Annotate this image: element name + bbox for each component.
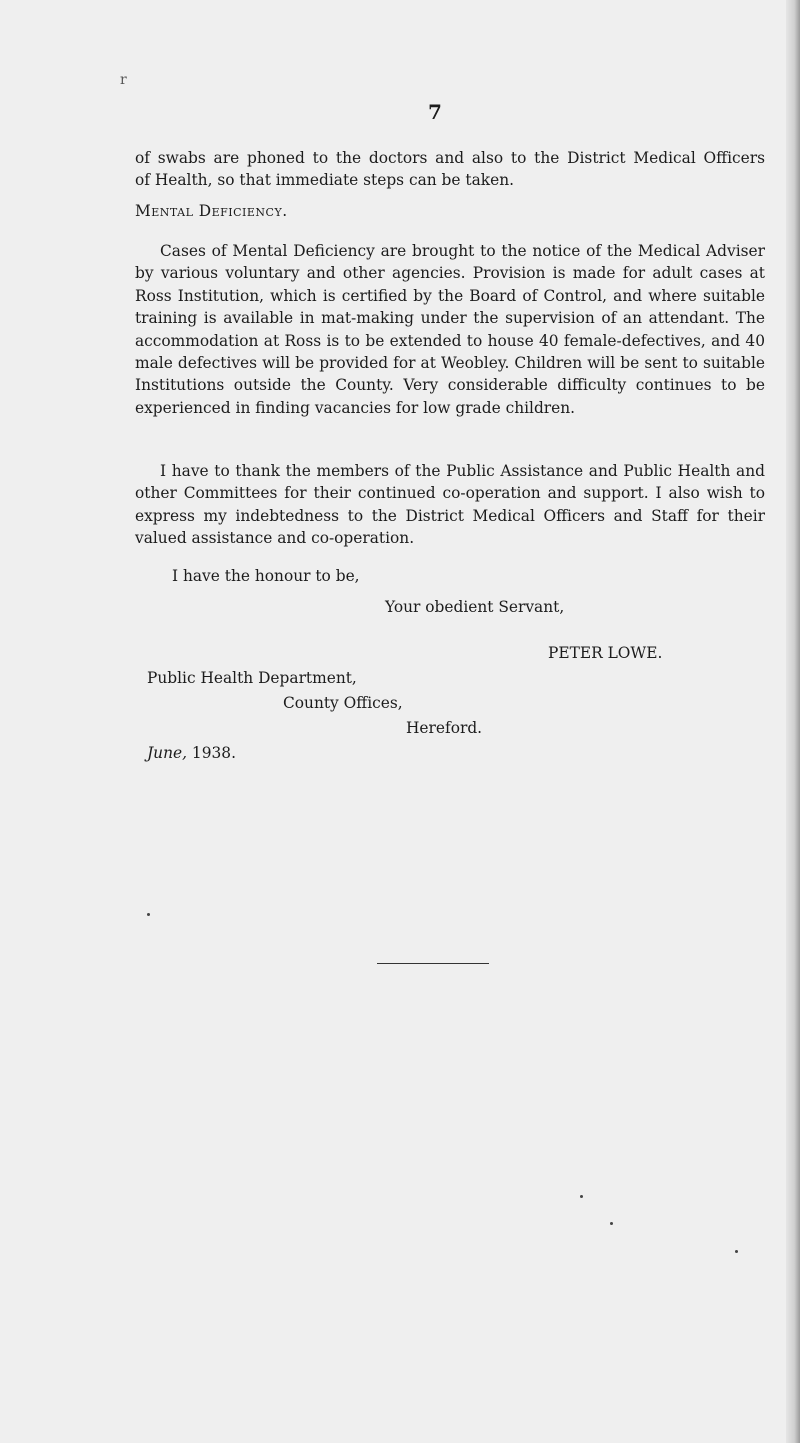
- continuation-line-1: of swabs are phoned to the doctors and also to the District Medical Officers: [135, 149, 765, 167]
- continuation-line-2: of Health, so that immediate steps can be taken.: [135, 171, 515, 190]
- closing-honour: I have the honour to be,: [172, 567, 360, 585]
- page-edge: [786, 0, 800, 1443]
- end-rule: [377, 963, 489, 964]
- date-year: 1938.: [191, 744, 236, 762]
- paper-speck: [580, 1195, 583, 1198]
- date-line: [147, 742, 236, 764]
- date-month: June,: [147, 744, 187, 762]
- paper-speck: [147, 913, 150, 916]
- thanks-paragraph: I have to thank the members of the Public Assistance and Public Health and other Committees for their continued co-operation and support. I also wish to express my indebtedness to the District Medical Officers and Staff for their valued assistance and co-operation.: [135, 462, 765, 548]
- paper-speck: [735, 1250, 738, 1253]
- page-number: 7: [428, 100, 442, 124]
- address-department: Public Health Department,: [147, 669, 357, 687]
- continuation-paragraph: [135, 147, 765, 192]
- signature: PETER LOWE.: [548, 644, 663, 662]
- section-heading-mental-deficiency: Mental Deficiency.: [135, 202, 288, 220]
- address-offices: County Offices,: [283, 694, 403, 712]
- corner-mark: r: [120, 72, 127, 88]
- address-city: Hereford.: [406, 719, 483, 737]
- paper-speck: [610, 1222, 613, 1225]
- mental-deficiency-paragraph: Cases of Mental Deficiency are brought to the notice of the Medical Adviser by various voluntary and other agencies. Provision is made for adult cases at Ross Institution, which is certified by the Board of Control, and where suitable training is available in mat-making under the supervision of an attendant. The accommodation at Ross is to be extended to house 40 female-defectives, and 40 male defectives will be provided for at Weobley. Children will be sent to suitable Institutions outside the County. Very considerable difficulty continues to be experienced in finding vacancies for low grade children.: [135, 242, 765, 417]
- closing-servant: Your obedient Servant,: [385, 598, 565, 616]
